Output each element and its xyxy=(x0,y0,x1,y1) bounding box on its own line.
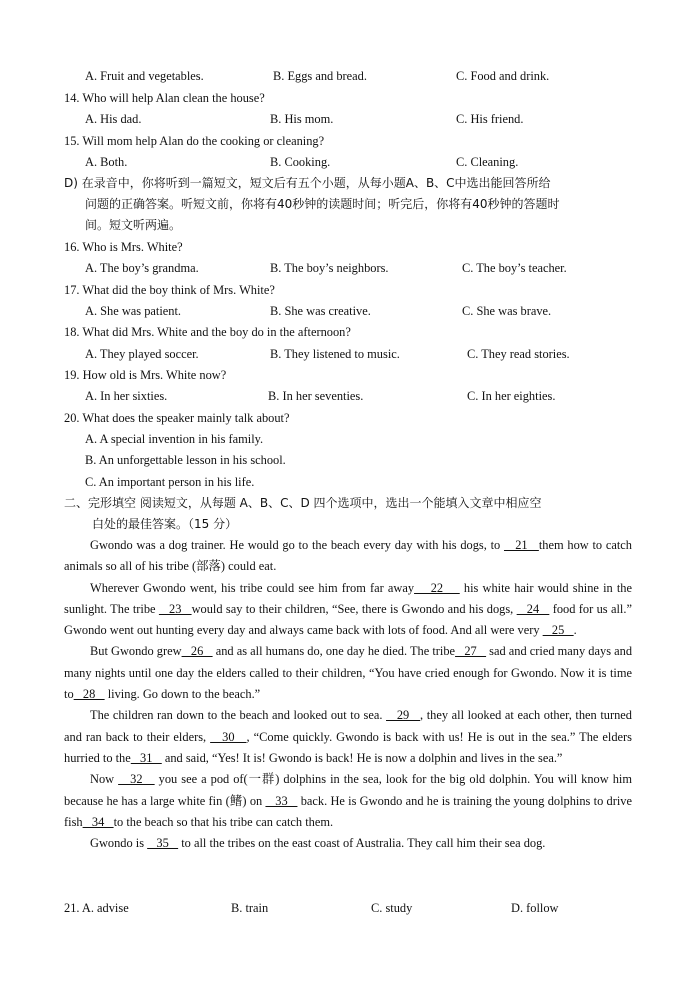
q18-stem: 18. What did Mrs. White and the boy do in the afternoon? xyxy=(64,325,351,339)
q13-option-a: A. Fruit and vegetables. xyxy=(85,69,204,83)
section-d-instructions-line2: 问题的正确答案。听短文前，你将有40秒钟的读题时间；听完后，你将有40秒钟的答题时 xyxy=(85,197,560,211)
q13-option-c: C. Food and drink. xyxy=(456,69,550,83)
q19-stem: 19. How old is Mrs. White now? xyxy=(64,368,227,382)
q17-option-b: B. She was creative. xyxy=(270,304,371,318)
passage-paragraph-2: Wherever Gwondo went, his tribe could see him from far away 22 his white hair would shine in the sunlight. The tribe 23 would say to their children, “See, there is Gwondo and his dogs, 24 food for us all.” Gwondo went out hunting every day and always came back with lots of food. And all were very 25 . xyxy=(64,580,633,638)
q20-option-c: C. An important person in his life. xyxy=(85,475,255,489)
section-d-instructions-line3: 间。短文听两遍。 xyxy=(85,218,182,232)
q20-option-b: B. An unforgettable lesson in his school. xyxy=(85,453,286,467)
q16-option-a: A. The boy’s grandma. xyxy=(85,261,199,275)
q14-stem: 14. Who will help Alan clean the house? xyxy=(64,91,265,105)
blank-30: 30 xyxy=(210,729,247,744)
q18-option-a: A. They played soccer. xyxy=(85,347,199,361)
q15-option-c: C. Cleaning. xyxy=(456,155,519,169)
blank-25: 25 xyxy=(542,623,574,638)
q21-option-a: 21. A. advise xyxy=(64,901,129,915)
q19-option-b: B. In her seventies. xyxy=(268,389,364,403)
q21-option-b: B. train xyxy=(231,901,269,915)
blank-29: 29 xyxy=(386,708,420,723)
q16-stem: 16. Who is Mrs. White? xyxy=(64,240,183,254)
q15-option-a: A. Both. xyxy=(85,155,128,169)
q16-option-c: C. The boy’s teacher. xyxy=(462,261,567,275)
passage-paragraph-4: The children ran down to the beach and looked out to sea. 29 , they all looked at each other, then turned and ran back to their elders, 30 , “Come quickly. Gwondo is back with us! He is out in the sea.” The elders hurried to the 31 and said, “Yes! It is! Gwondo is back! He is now a dolphin and lives in the sea.” xyxy=(64,708,632,765)
q14-option-a: A. His dad. xyxy=(85,112,142,126)
q18-option-c: C. They read stories. xyxy=(467,347,570,361)
blank-33: 33 xyxy=(265,793,298,808)
blank-28: 28 xyxy=(73,687,105,702)
section2-instructions-line2: 白处的最佳答案。（15 分） xyxy=(92,517,238,531)
section2-instructions-line1: 二、完形填空 阅读短文，从每题 A、B、C、D 四个选项中，选出一个能填入文章中相应空 xyxy=(64,496,542,510)
blank-24: 24 xyxy=(516,601,550,616)
q17-stem: 17. What did the boy think of Mrs. White? xyxy=(64,283,275,297)
blank-21: 21 xyxy=(503,538,539,552)
q15-option-b: B. Cooking. xyxy=(270,155,331,169)
section-d-instructions-line1: D) 在录音中，你将听到一篇短文，短文后有五个小题，从每小题A、B、C中选出能回答所给 xyxy=(64,176,551,190)
blank-22: 22 xyxy=(414,580,460,595)
blank-31: 31 xyxy=(130,750,162,765)
blank-35: 35 xyxy=(147,836,179,851)
q17-option-c: C. She was brave. xyxy=(462,304,552,318)
q18-option-b: B. They listened to music. xyxy=(270,347,400,361)
passage-paragraph-5: Now 32 you see a pod of(一群) dolphins in the sea, look for the big old dolphin. You will know him because he has a large white fin (鳍) on 33 back. He is Gwondo and he is training the young dolphins to drive fish 34 to the beach so that his tribe can catch them. xyxy=(64,772,632,829)
blank-23: 23 xyxy=(158,601,192,616)
q14-option-b: B. His mom. xyxy=(270,112,334,126)
q19-option-c: C. In her eighties. xyxy=(467,389,556,403)
q21-option-c: C. study xyxy=(371,901,413,915)
blank-27: 27 xyxy=(455,644,487,659)
q19-option-a: A. In her sixties. xyxy=(85,389,168,403)
q15-stem: 15. Will mom help Alan do the cooking or cleaning? xyxy=(64,134,325,148)
passage-paragraph-1: Gwondo was a dog trainer. He would go to the beach every day with his dogs, to 21 them how to catch animals so all of his tribe (部落) could eat. xyxy=(64,538,632,574)
q13-option-b: B. Eggs and bread. xyxy=(273,69,367,83)
passage-paragraph-3: But Gwondo grew 26 and as all humans do, one day he died. The tribe 27 sad and cried many days and many nights until one day the elders called to their children, “You have cried enough for Gwondo. Now it is time to 28 living. Go down to the beach.” xyxy=(64,644,633,702)
q20-stem: 20. What does the speaker mainly talk about? xyxy=(64,411,290,425)
blank-34: 34 xyxy=(82,814,114,829)
cloze-passage xyxy=(64,535,632,854)
q14-option-c: C. His friend. xyxy=(456,112,524,126)
q21-option-d: D. follow xyxy=(511,901,559,915)
q16-option-b: B. The boy’s neighbors. xyxy=(270,261,389,275)
blank-26: 26 xyxy=(181,644,213,659)
blank-32: 32 xyxy=(118,772,155,787)
passage-paragraph-6: Gwondo is 35 to all the tribes on the east coast of Australia. They call him their sea dog. xyxy=(90,836,546,851)
q17-option-a: A. She was patient. xyxy=(85,304,182,318)
q20-option-a: A. A special invention in his family. xyxy=(85,432,264,446)
